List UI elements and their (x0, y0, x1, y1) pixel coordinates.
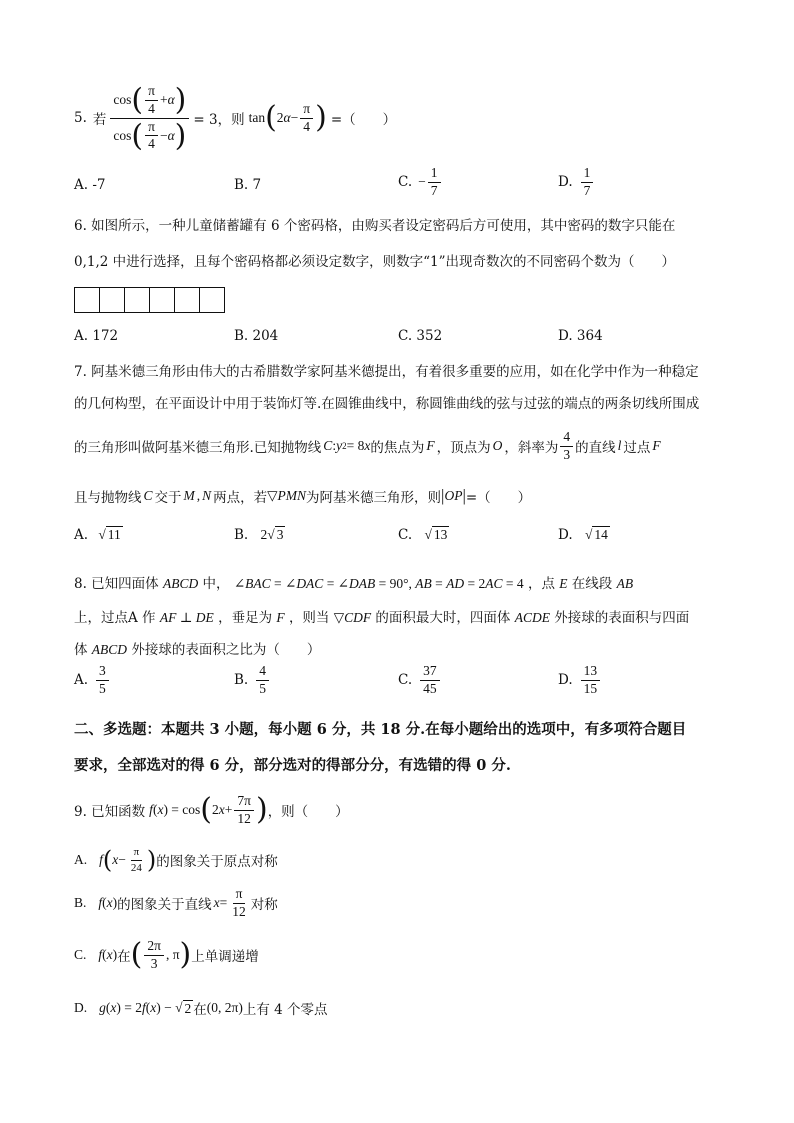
q5-option-c[interactable]: C. − $\frac{1}{7}$ (398, 166, 443, 199)
q7-line4: 且与抛物线 C 交于 M , N 两点，若 ▽ PMN 为阿基米德三角形，则 | OP | =（ ） (74, 486, 532, 506)
q5-lead: 若 (92, 112, 107, 128)
q8-line2: 上，过点A 作 AF ⊥ DE ，垂足为 F ，则当 ▽CDF 的面积最大时，四面体 ACDE 外接球的表面积与四面 (74, 610, 690, 626)
password-box (174, 287, 200, 313)
q8-line3: 体 ABCD 外接球的表面积之比为（ ） (74, 642, 321, 658)
q7-option-b[interactable]: B. 2√ 3 (234, 527, 284, 543)
q5-option-b[interactable]: B. 7 (234, 177, 262, 193)
q6-option-b[interactable]: B. 204 (234, 328, 279, 344)
q6-option-c[interactable]: C. 352 (398, 328, 443, 344)
q5-eq3: = 3，则 (193, 112, 245, 128)
password-box (149, 287, 175, 313)
q9-stem: 9. 已知函数 f ( x ) = cos ( 2 x + $\frac{7\pi}{12}$ ) ，则（ ） (74, 792, 349, 827)
q7-line3: 的三角形叫做阿基米德三角形.已知抛物线 C : y 2 = 8 x 的焦点为 F ，顶点为 O ，斜率为 $\frac{4}{3}$ 的直线 l 过点 F (74, 428, 661, 462)
q9-option-d[interactable]: D. g ( x ) = 2 f ( x ) − √ 2 在 (0, 2π) 上有 4 个零点 (74, 1000, 328, 1018)
q6-line2: 0,1,2 中进行选择，且每个密码格都必须设定数字，则数字“1”出现奇数次的不同密码个数为（ ） (74, 254, 676, 270)
q5-option-a[interactable]: A. -7 (74, 177, 106, 193)
section2-heading-line1: 二、多选题：本题共 3 小题，每小题 6 分，共 18 分.在每小题给出的选项中，有多项符合题目 (74, 721, 687, 738)
q6-option-d[interactable]: D. 364 (558, 328, 603, 344)
q6-option-a[interactable]: A. 172 (74, 328, 119, 344)
q8-line1: 8. 已知四面体 ABCD 中， ∠BAC = ∠DAC = ∠DAB = 90°, AB = AD = 2AC = 4 ，点 E 在线段 AB (74, 576, 634, 592)
q9-option-c[interactable]: C. f ( x ) 在 ( $\frac{2\pi}{3}$ , π ) 上单调递增 (74, 937, 259, 972)
q8-option-c[interactable]: C. $\frac{37}{45}$ (398, 664, 442, 697)
password-box (199, 287, 225, 313)
q9-option-a[interactable]: A. f ( x − $\frac{\pi}{24}$ ) 的图象关于原点对称 (74, 846, 278, 874)
q5-stem: 5. 若 cos( $\frac{\pi}{4}$ +α) cos( $\frac{\pi}{4}$ −α) = 3，则 tan ( 2 α − $\frac{\pi}{4}$ ) =（ ） (74, 82, 397, 153)
password-box (124, 287, 150, 313)
q5-pi-over-4: $\frac{\pi}{4}$ (300, 102, 313, 135)
q7-option-d[interactable]: D. √ 14 (558, 527, 608, 543)
section2-heading-line2: 要求，全部选对的得 6 分，部分选对的得部分分，有选错的得 0 分. (74, 757, 511, 774)
q8-option-d[interactable]: D. $\frac{13}{15}$ (558, 664, 602, 697)
q5-tan: tan (248, 110, 266, 125)
q7-option-c[interactable]: C. √ 13 (398, 527, 448, 543)
q7-option-a[interactable]: A. √ 11 (74, 527, 121, 543)
q9-option-b[interactable]: B. f ( x ) 的图象关于直线 x = $\frac{\pi}{12}$ 对称 (74, 885, 278, 919)
q5-number: 5. (74, 110, 87, 126)
password-box (74, 287, 100, 313)
q5-fraction: cos( $\frac{\pi}{4}$ +α) cos( $\frac{\pi}{4}$ −α) (110, 84, 189, 152)
password-box (99, 287, 125, 313)
q8-option-b[interactable]: B. $\frac{4}{5}$ (234, 664, 271, 697)
q5-option-d[interactable]: D. $\frac{1}{7}$ (558, 166, 595, 199)
q5-tail: =（ ） (330, 112, 397, 128)
q7-line2: 的几何构型，在平面设计中用于装饰灯等.在圆锥曲线中，称圆锥曲线的弦与过弦的端点的两条切线所围成 (74, 396, 700, 412)
q8-option-a[interactable]: A. $\frac{3}{5}$ (74, 664, 111, 697)
password-boxes (74, 287, 224, 313)
q7-line1: 7. 阿基米德三角形由伟大的古希腊数学家阿基米德提出，有着很多重要的应用，如在化学中作为一种稳定 (74, 364, 699, 380)
q6-line1: 6. 如图所示，一种儿童储蓄罐有 6 个密码格，由购买者设定密码后方可使用，其中密码的数字只能在 (74, 218, 676, 234)
